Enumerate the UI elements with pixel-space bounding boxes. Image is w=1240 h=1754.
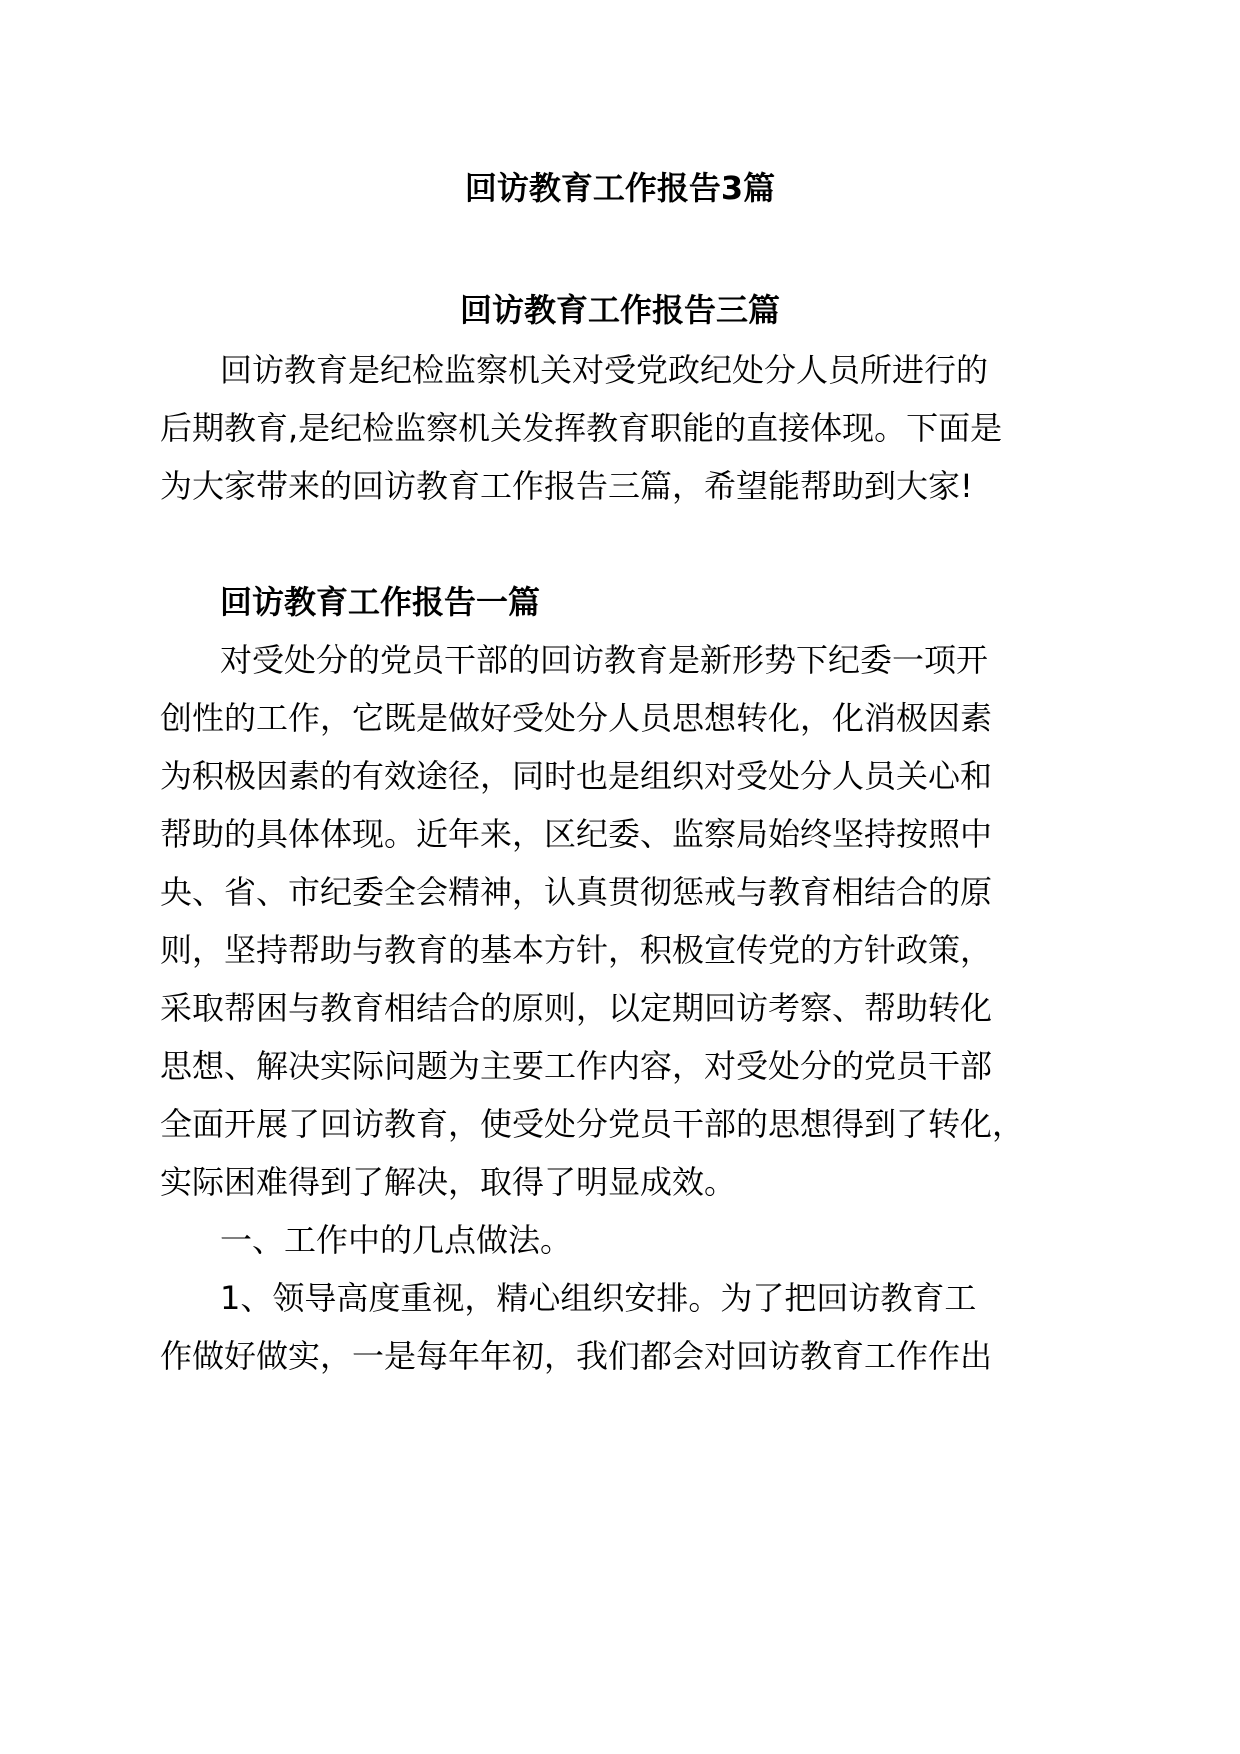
section-heading: 回访教育工作报告一篇 bbox=[220, 583, 541, 621]
point-line: 作做好做实，一是每年年初，我们都会对回访教育工作作出 bbox=[160, 1337, 993, 1375]
body-line: 采取帮困与教育相结合的原则，以定期回访考察、帮助转化 bbox=[160, 989, 993, 1027]
intro-line: 回访教育是纪检监察机关对受党政纪处分人员所进行的 bbox=[220, 351, 989, 389]
point-heading: 一、工作中的几点做法。 bbox=[220, 1221, 573, 1259]
document-subtitle: 回访教育工作报告三篇 bbox=[459, 291, 780, 329]
body-line: 为积极因素的有效途径，同时也是组织对受处分人员关心和 bbox=[160, 757, 993, 795]
body-line: 创性的工作，它既是做好受处分人员思想转化，化消极因素 bbox=[160, 699, 993, 737]
body-line: 帮助的具体体现。近年来，区纪委、监察局始终坚持按照中 bbox=[160, 815, 993, 853]
body-line: 实际困难得到了解决，取得了明显成效。 bbox=[160, 1163, 737, 1201]
intro-line: 后期教育,是纪检监察机关发挥教育职能的直接体现。下面是 bbox=[160, 409, 1003, 447]
body-line: 央、省、市纪委全会精神，认真贯彻惩戒与教育相结合的原 bbox=[160, 873, 993, 911]
body-line: 对受处分的党员干部的回访教育是新形势下纪委一项开 bbox=[220, 641, 989, 679]
body-line: 全面开展了回访教育，使受处分党员干部的思想得到了转化， bbox=[160, 1105, 1025, 1143]
body-line: 思想、解决实际问题为主要工作内容，对受处分的党员干部 bbox=[160, 1047, 993, 1085]
intro-line: 为大家带来的回访教育工作报告三篇，希望能帮助到大家! bbox=[160, 467, 973, 505]
body-line: 则，坚持帮助与教育的基本方针，积极宣传党的方针政策， bbox=[160, 931, 993, 969]
point-line: 1、领导高度重视，精心组织安排。为了把回访教育工 bbox=[220, 1279, 977, 1317]
document-title: 回访教育工作报告3篇 bbox=[464, 169, 776, 207]
